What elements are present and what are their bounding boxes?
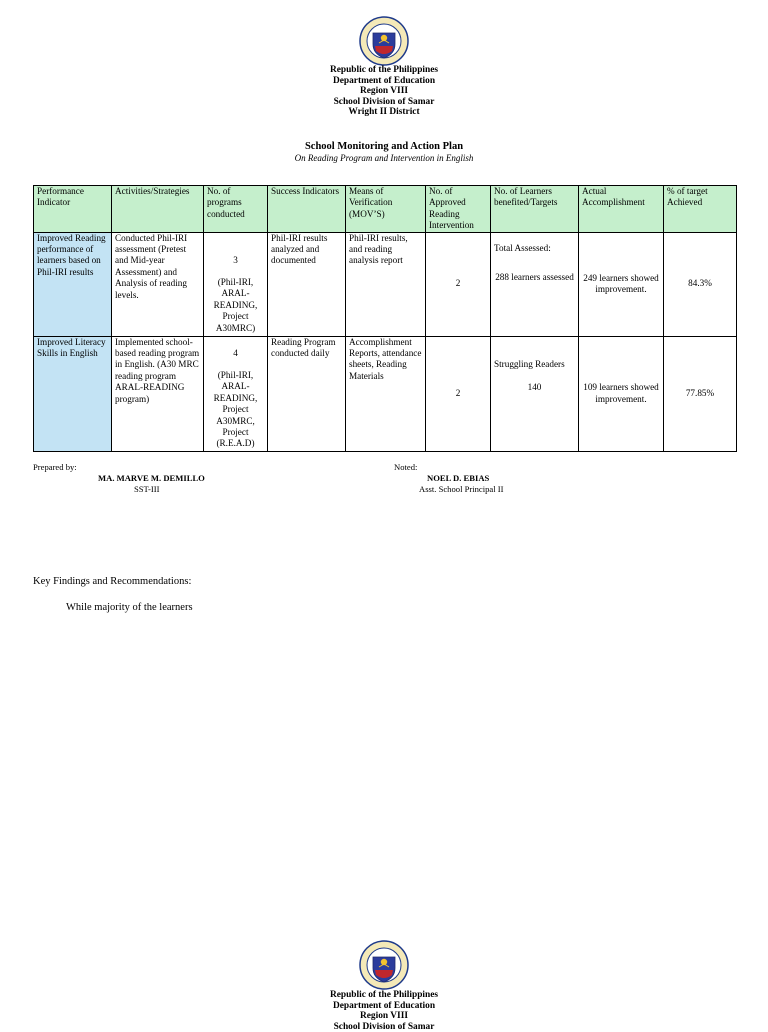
letterhead-line: Wright II District (348, 107, 420, 118)
column-header: Performance Indicator (34, 186, 112, 233)
learners-label: Struggling Readers (494, 358, 565, 369)
programs-count: 4 (233, 347, 238, 358)
programs-cell (204, 336, 268, 451)
column-header: Success Indicators (268, 186, 346, 233)
letterhead-line: Republic of the Philippines (329, 990, 439, 1000)
activities-cell: Implemented school-based reading program in English. (A30 MRC reading program ARAL-READING program) (112, 336, 204, 451)
letterhead-line: Department of Education (332, 75, 436, 86)
letterhead-line: School Division of Samar (333, 96, 435, 107)
programs-cell (204, 232, 268, 336)
key-findings-heading: Key Findings and Recommendations: (33, 576, 192, 587)
learners-cell (491, 232, 579, 336)
percent-achieved-cell: 84.3% (664, 232, 737, 336)
programs-list: (Phil-IRI, ARAL-READING, Project A30MRC, Project (R.E.A.D) (213, 370, 258, 449)
performance-indicator-cell: Improved Literacy Skills in English (34, 336, 112, 451)
programs-list: (Phil-IRI, ARAL-READING, Project A30MRC) (213, 277, 258, 333)
column-header: No. of Learners benefited/Targets (491, 186, 579, 233)
deped-seal-logo (359, 940, 409, 990)
mov-cell: Accomplishment Reports, attendance sheets, Reading Materials (346, 336, 426, 451)
prepared-by-label: Prepared by: (33, 462, 77, 472)
actual-accomplishment-cell: 249 learners showed improvement. (579, 232, 664, 336)
letterhead-line: School Division of Samar (333, 1021, 435, 1032)
column-header: Actual Accomplishment (579, 186, 664, 233)
performance-indicator-cell: Improved Reading performance of learners based on Phil-IRI results (34, 232, 112, 336)
document-title: School Monitoring and Action Plan (304, 141, 464, 152)
approved-intervention-cell: 2 (426, 336, 491, 451)
percent-achieved-cell: 77.85% (664, 336, 737, 451)
action-plan-table (33, 185, 737, 452)
column-header: No. of programs conducted (204, 186, 268, 233)
column-header: No. of Approved Reading Intervention (426, 186, 491, 233)
learners-value: 288 learners assessed (495, 272, 574, 283)
programs-count: 3 (233, 254, 238, 265)
actual-accomplishment-cell: 109 learners showed improvement. (579, 336, 664, 451)
noted-label: Noted: (394, 462, 418, 472)
column-header: Means of Verification (MOV’S) (346, 186, 426, 233)
document-subtitle: On Reading Program and Intervention in English (294, 153, 474, 163)
letterhead-line: Region VIII (359, 86, 408, 97)
table-header-row (34, 186, 737, 233)
success-indicator-cell: Reading Program conducted daily (268, 336, 346, 451)
activities-cell: Conducted Phil-IRI assessment (Pretest and Mid-year Assessment) and Analysis of reading levels. (112, 232, 204, 336)
deped-seal-logo (359, 16, 409, 66)
prepared-by-name: MA. MARVE M. DEMILLO (98, 473, 205, 483)
table-row (34, 232, 737, 336)
letterhead-page-2 (0, 990, 768, 1032)
learners-value: 140 (527, 382, 542, 393)
approved-intervention-cell: 2 (426, 232, 491, 336)
table-row (34, 336, 737, 451)
prepared-by-title: SST-III (134, 484, 160, 494)
column-header: % of target Achieved (664, 186, 737, 233)
column-header: Activities/Strategies (112, 186, 204, 233)
noted-name: NOEL D. EBIAS (427, 473, 490, 483)
letterhead-line: Republic of the Philippines (329, 65, 439, 75)
letterhead-line: Region VIII (359, 1011, 408, 1022)
key-findings-text: While majority of the learners (66, 602, 193, 613)
learners-label: Total Assessed: (494, 242, 551, 253)
noted-title: Asst. School Principal II (419, 484, 504, 494)
letterhead-line: Department of Education (332, 1000, 436, 1011)
learners-cell (491, 336, 579, 451)
letterhead (0, 65, 768, 118)
success-indicator-cell: Phil-IRI results analyzed and documented (268, 232, 346, 336)
mov-cell: Phil-IRI results, and reading analysis report (346, 232, 426, 336)
